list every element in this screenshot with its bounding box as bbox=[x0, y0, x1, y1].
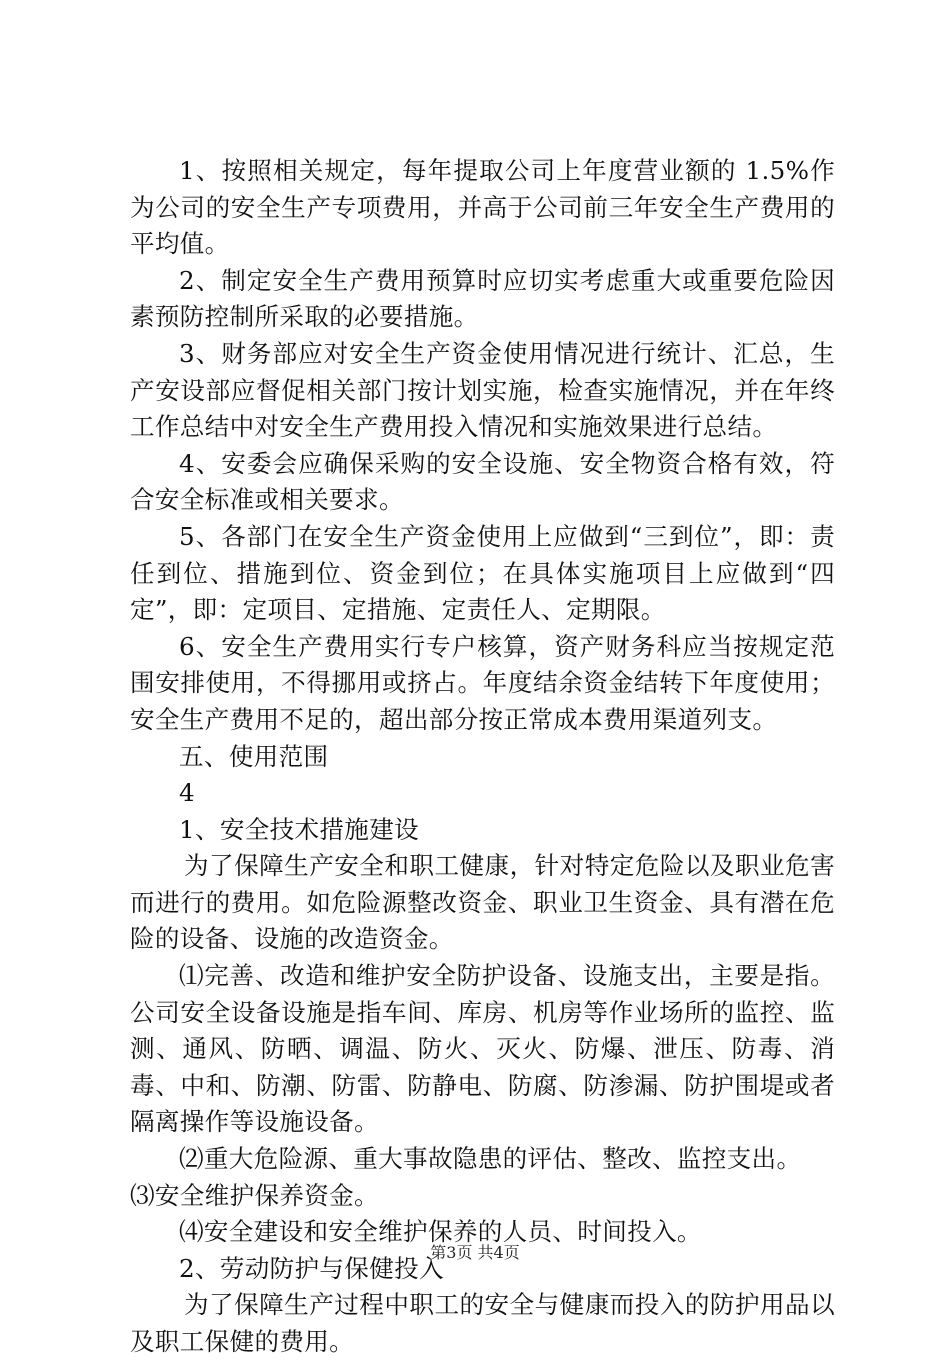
subsection-2-paragraph: 为了保障生产过程中职工的安全与健康而投入的防护用品以及职工保健的费用。 bbox=[130, 1290, 835, 1356]
paragraph-1: 1、按照相关规定，每年提取公司上年度营业额的 1.5%作为公司的安全生产专项费用，并高于公司前三年安全生产费用的平均值。 bbox=[130, 156, 835, 259]
document-body bbox=[130, 153, 835, 1361]
subsection-heading-1: 1、安全技术措施建设 bbox=[179, 814, 419, 844]
page-footer: 第3页 共4页 bbox=[430, 1243, 520, 1262]
paragraph-6: 6、安全生产费用实行专户核算，资产财务科应当按规定范围安排使用，不得挪用或挤占。年度结余资金结转下年度使用；安全生产费用不足的，超出部分按正常成本费用渠道列支。 bbox=[130, 631, 835, 734]
subsection-1-paragraph: 为了保障生产安全和职工健康，针对特定危险以及职业危害而进行的费用。如危险源整改资金、职业卫生资金、具有潜在危险的设备、设施的改造资金。 bbox=[130, 851, 835, 954]
page-number-marker: 4 bbox=[179, 778, 195, 808]
paragraph-2: 2、制定安全生产费用预算时应切实考虑重大或重要危险因素预防控制所采取的必要措施。 bbox=[130, 265, 835, 332]
list-item-3: ⑶安全维护保养资金。 bbox=[130, 1180, 379, 1210]
paragraph-4: 4、安委会应确保采购的安全设施、安全物资合格有效，符合安全标准或相关要求。 bbox=[130, 448, 835, 515]
section-heading-usage-scope: 五、使用范围 bbox=[179, 741, 329, 771]
list-item-2: ⑵重大危险源、重大事故隐患的评估、整改、监控支出。 bbox=[179, 1144, 802, 1174]
subsection-heading-2: 2、劳动防护与保健投入 bbox=[179, 1253, 444, 1283]
list-item-4: ⑷安全建设和安全维护保养的人员、时间投入。 bbox=[179, 1217, 702, 1247]
list-item-1: ⑴完善、改造和维护安全防护设备、设施支出，主要是指。公司安全设备设施是指车间、库房、机房等作业场所的监控、监测、通风、防晒、调温、防火、灭火、防爆、泄压、防毒、消毒、中和、防潮、防雷、防静电、防腐、防渗漏、防护围堤或者隔离操作等设施设备。 bbox=[130, 961, 835, 1137]
paragraph-5: 5、各部门在安全生产资金使用上应做到“三到位”，即：责任到位、措施到位、资金到位；在具体实施项目上应做到“四定”，即：定项目、定措施、定责任人、定期限。 bbox=[130, 521, 835, 625]
paragraph-3: 3、财务部应对安全生产资金使用情况进行统计、汇总，生产安设部应督促相关部门按计划实施，检查实施情况，并在年终工作总结中对安全生产费用投入情况和实施效果进行总结。 bbox=[130, 338, 835, 442]
